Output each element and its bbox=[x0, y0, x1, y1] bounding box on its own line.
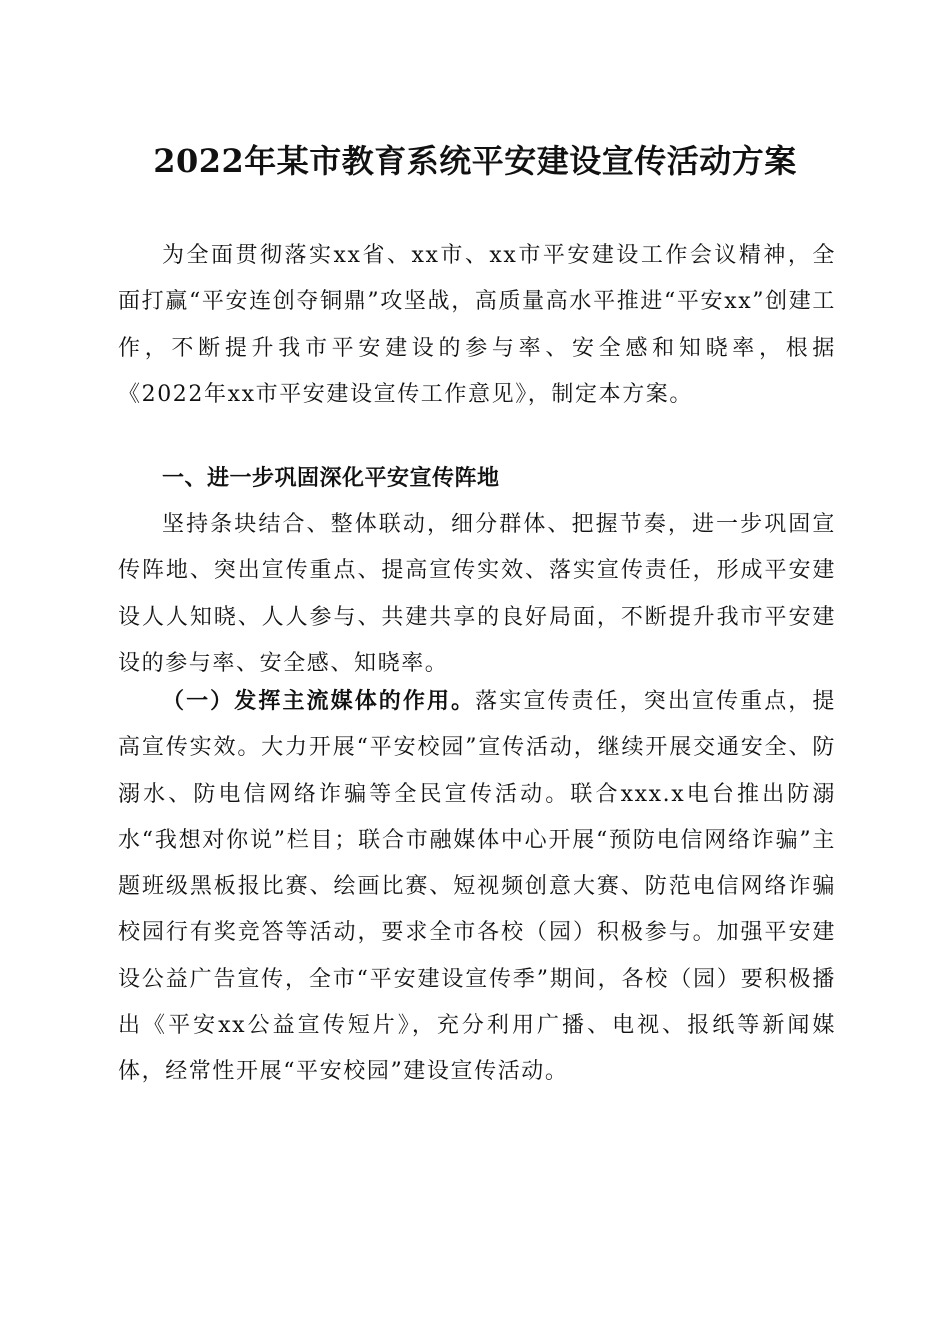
document-title: 2022年某市教育系统平安建设宣传活动方案 bbox=[153, 142, 797, 180]
subsection-1-heading: （一）发挥主流媒体的作用。 bbox=[162, 688, 476, 714]
section-1-heading: 一、进一步巩固深化平安宣传阵地 bbox=[162, 466, 500, 491]
section-1-paragraph: 坚持条块结合、整体联动，细分群体、把握节奏，进一步巩固宣传阵地、突出宣传重点、提高宣传实效、落实宣传责任，形成平安建设人人知晓、人人参与、共建共享的良好局面，不断提升我市平安建设的参与率、安全感、知晓率。 bbox=[118, 512, 836, 676]
subsection-1-body: 落实宣传责任，突出宣传重点，提高宣传实效。大力开展“平安校园”宣传活动，继续开展交通安全、防溺水、防电信网络诈骗等全民宣传活动。联合xxx.x电台推出防溺水“我想对你说”栏目；联合市融媒体中心开展“预防电信网络诈骗”主题班级黑板报比赛、绘画比赛、短视频创意大赛、防范电信网络诈骗校园行有奖竞答等活动，要求全市各校（园）积极参与。加强平安建设公益广告宣传，全市“平安建设宣传季”期间，各校（园）要积极播出《平安xx公益宣传短片》，充分利用广播、电视、报纸等新闻媒体，经常性开展“平安校园”建设宣传活动。 bbox=[118, 689, 836, 1085]
intro-paragraph: 为全面贯彻落实xx省、xx市、xx市平安建设工作会议精神，全面打赢“平安连创夺铜鼎”攻坚战，高质量高水平推进“平安xx”创建工作，不断提升我市平安建设的参与率、安全感和知晓率，根据《2022年xx市平安建设宣传工作意见》，制定本方案。 bbox=[118, 243, 836, 407]
subsection-1-paragraph bbox=[118, 678, 836, 1096]
